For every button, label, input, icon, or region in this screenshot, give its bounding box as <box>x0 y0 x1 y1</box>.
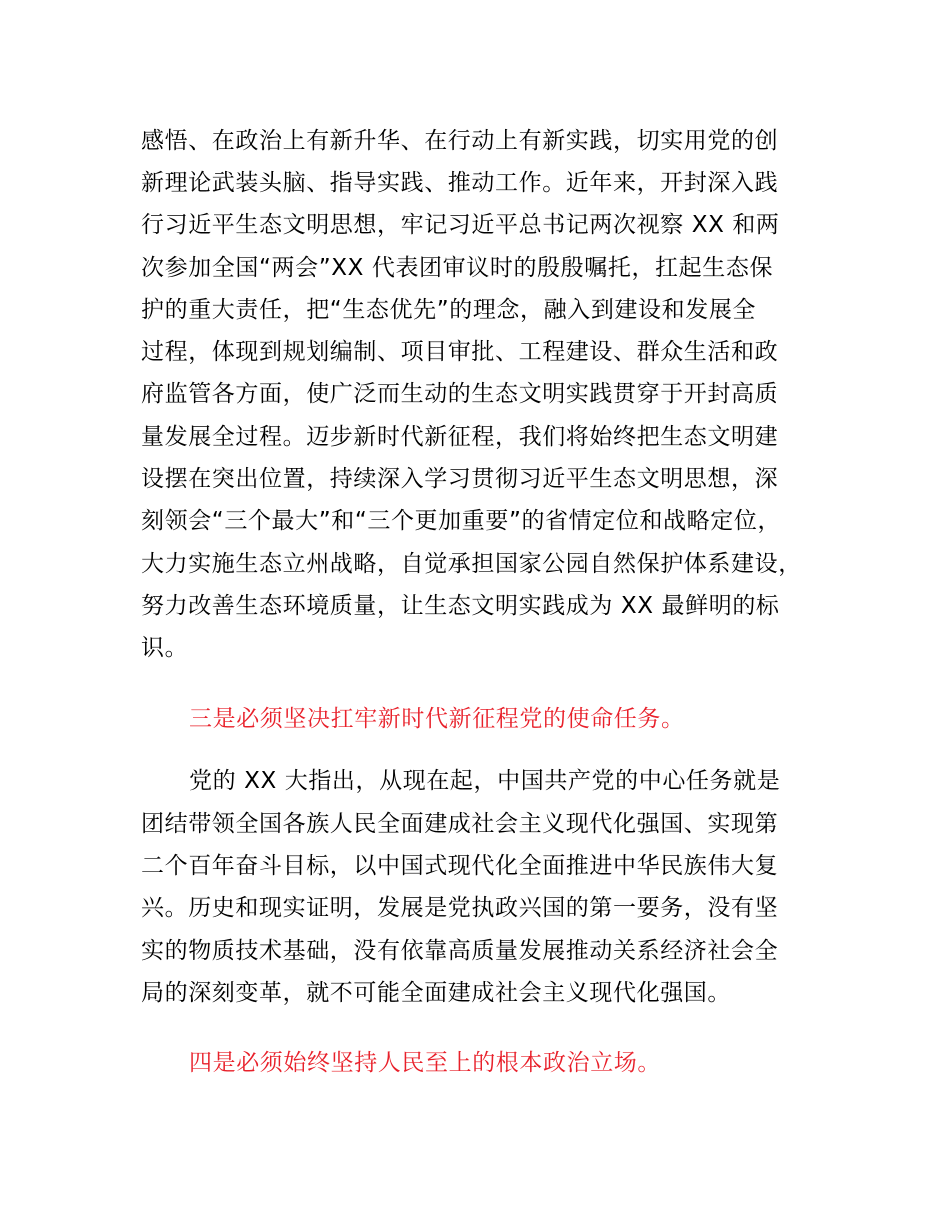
paragraph-line: 兴。历史和现实证明，发展是党执政兴国的第一要务，没有坚 <box>141 895 779 921</box>
paragraph-line: 府监管各方面，使广泛而生动的生态文明实践贯穿于开封高质 <box>141 381 779 407</box>
paragraph-line: 新理论武装头脑、指导实践、推动工作。近年来，开封深入践 <box>141 170 779 196</box>
paragraph-line: 次参加全国“两会”XX 代表团审议时的殷殷嘱托，扛起生态保 <box>141 255 774 281</box>
paragraph-line: 行习近平生态文明思想，牢记习近平总书记两次视察 XX 和两 <box>141 212 780 238</box>
paragraph-line: 二个百年奋斗目标，以中国式现代化全面推进中华民族伟大复 <box>141 853 779 879</box>
paragraph-line: 党的 XX 大指出，从现在起，中国共产党的中心任务就是 <box>189 768 781 794</box>
paragraph-line: 过程，体现到规划编制、项目审批、工程建设、群众生活和政 <box>141 339 779 365</box>
paragraph-line: 设摆在突出位置，持续深入学习贯彻习近平生态文明思想，深 <box>141 466 779 492</box>
section-heading-four: 四是必须始终坚持人民至上的根本政治立场。 <box>189 1050 661 1076</box>
paragraph-line: 护的重大责任，把“生态优先”的理念，融入到建设和发展全 <box>141 297 757 323</box>
paragraph-line: 局的深刻变革，就不可能全面建成社会主义现代化强国。 <box>141 980 731 1006</box>
section-heading-three: 三是必须坚决扛牢新时代新征程党的使命任务。 <box>189 706 685 732</box>
paragraph-line: 大力实施生态立州战略，自觉承担国家公园自然保护体系建设， <box>141 551 802 577</box>
paragraph-line: 量发展全过程。迈步新时代新征程，我们将始终把生态文明建 <box>141 424 779 450</box>
paragraph-line: 实的物质技术基础，没有依靠高质量发展推动关系经济社会全 <box>141 938 779 964</box>
paragraph-line: 团结带领全国各族人民全面建成社会主义现代化强国、实现第 <box>141 811 779 837</box>
paragraph-line: 刻领会“三个最大”和“三个更加重要”的省情定位和战略定位， <box>141 508 782 534</box>
paragraph-line: 识。 <box>141 635 189 661</box>
paragraph-line: 感悟、在政治上有新升华、在行动上有新实践，切实用党的创 <box>141 128 779 154</box>
paragraph-line: 努力改善生态环境质量，让生态文明实践成为 XX 最鲜明的标 <box>141 593 780 619</box>
